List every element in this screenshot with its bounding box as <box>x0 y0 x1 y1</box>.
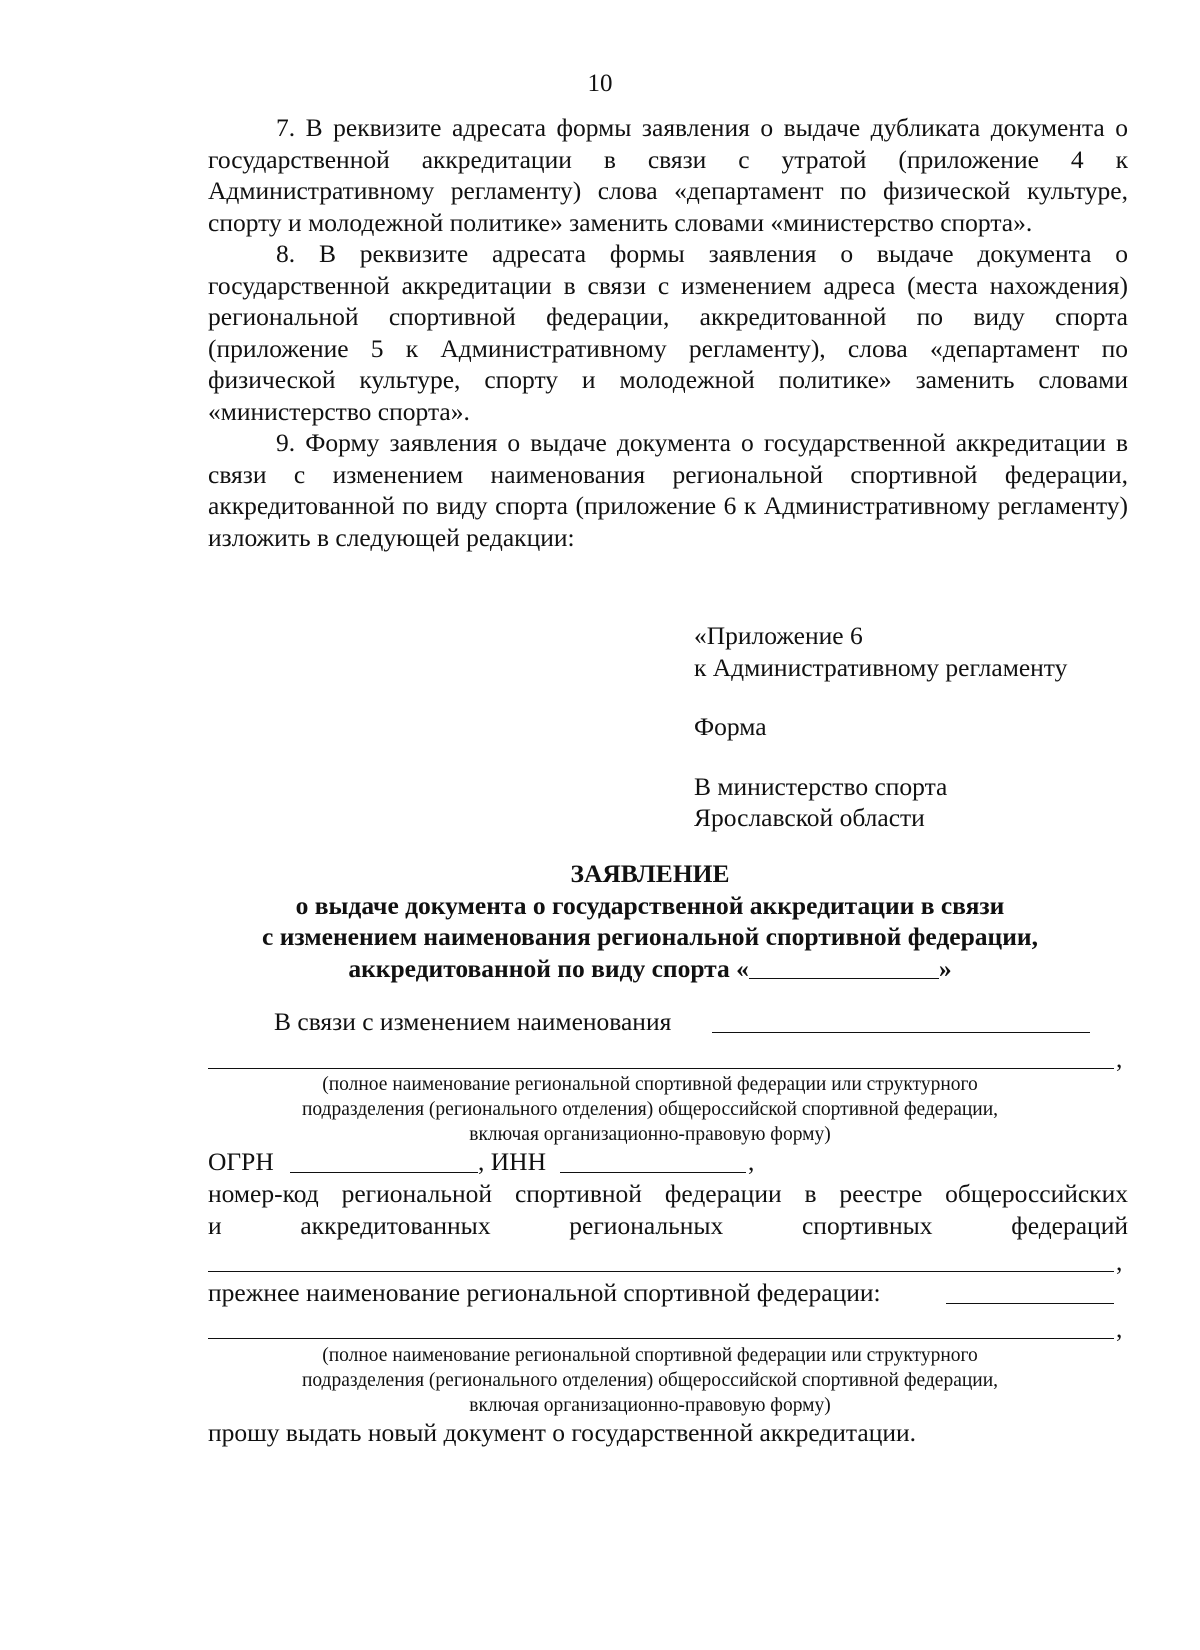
title-line-3-suffix: » <box>938 953 952 983</box>
comma-4: , <box>1116 1314 1123 1343</box>
form-label: Форма <box>694 712 767 741</box>
name-change-label: В связи с изменением наименования <box>274 1007 672 1036</box>
paragraph-7: 7. В реквизите адресата формы заявления о выдаче дубликата документа о государственной аккредитации в связи с утратой (приложение 4 к Административному регламенту) слова «департамент по физической культуре, спорту и молодежной политике» заменить словами «министерство спорта». <box>208 113 1128 237</box>
amendment-text <box>208 112 1128 553</box>
comma-1: , <box>1116 1044 1123 1073</box>
annex-label: «Приложение 6 <box>694 621 863 650</box>
former-name-blank[interactable] <box>946 1303 1114 1304</box>
title-heading: ЗАЯВЛЕНИЕ <box>570 859 730 888</box>
ogrn-blank[interactable] <box>290 1172 478 1173</box>
inn-label: , ИНН <box>478 1147 546 1176</box>
comma-2: , <box>748 1147 755 1176</box>
registry-line-1: номер-код региональной спортивной федерации в реестре общероссийских <box>208 1179 1128 1208</box>
new-name-blank-2[interactable] <box>208 1068 1114 1069</box>
addressee-line-2: Ярославской области <box>694 803 925 832</box>
former-name-label: прежнее наименование региональной спортивной федерации: <box>208 1278 881 1307</box>
paragraph-8: 8. В реквизите адресата формы заявления о выдаче документа о государственной аккредитации в связи с изменением адреса (места нахождения) региональной спортивной федерации, аккредитованной по виду спорта (приложение 5 к Административному регламенту), слова «департамент по физической культуре, спорту и молодежной политике» заменить словами «министерство спорта». <box>208 239 1128 426</box>
title-line-3 <box>150 953 1150 985</box>
registry-code-blank[interactable] <box>208 1271 1114 1272</box>
title-line-3-prefix: аккредитованной по виду спорта « <box>348 953 749 983</box>
title-line-2: с изменением наименования региональной спортивной федерации, <box>262 922 1038 951</box>
comma-3: , <box>1116 1247 1123 1276</box>
sport-type-blank[interactable] <box>749 954 939 979</box>
request-text: прошу выдать новый документ о государственной аккредитации. <box>208 1418 917 1447</box>
annex-header <box>694 620 1067 834</box>
page-number: 10 <box>587 70 613 97</box>
inn-blank[interactable] <box>560 1172 746 1173</box>
registry-line-2: и аккредитованных региональных спортивных федераций <box>208 1210 1128 1240</box>
ogrn-label: ОГРН <box>208 1147 274 1176</box>
name-footnote-1: (полное наименование региональной спортивной федерации или структурного подразделения (регионального отделения) общероссийской спортивной федерации, включая организационно-правовую форму) <box>301 1074 999 1145</box>
title-line-1: о выдаче документа о государственной аккредитации в связи <box>295 890 1005 920</box>
paragraph-9: 9. Форму заявления о выдаче документа о государственной аккредитации в связи с изменением наименования региональной спортивной федерации, аккредитованной по виду спорта (приложение 6 к Административному регламенту) изложить в следующей редакции: <box>208 428 1128 552</box>
registry-code-text <box>208 1178 1128 1241</box>
annex-regulation: к Административному регламенту <box>694 652 1068 682</box>
addressee-line-1: В министерство спорта <box>694 771 948 801</box>
former-name-blank-2[interactable] <box>208 1338 1114 1339</box>
new-name-blank[interactable] <box>712 1032 1090 1033</box>
application-title <box>150 858 1150 984</box>
name-footnote-2: (полное наименование региональной спортивной федерации или структурного подразделения (регионального отделения) общероссийской спортивной федерации, включая организационно-правовую форму) <box>301 1345 999 1416</box>
